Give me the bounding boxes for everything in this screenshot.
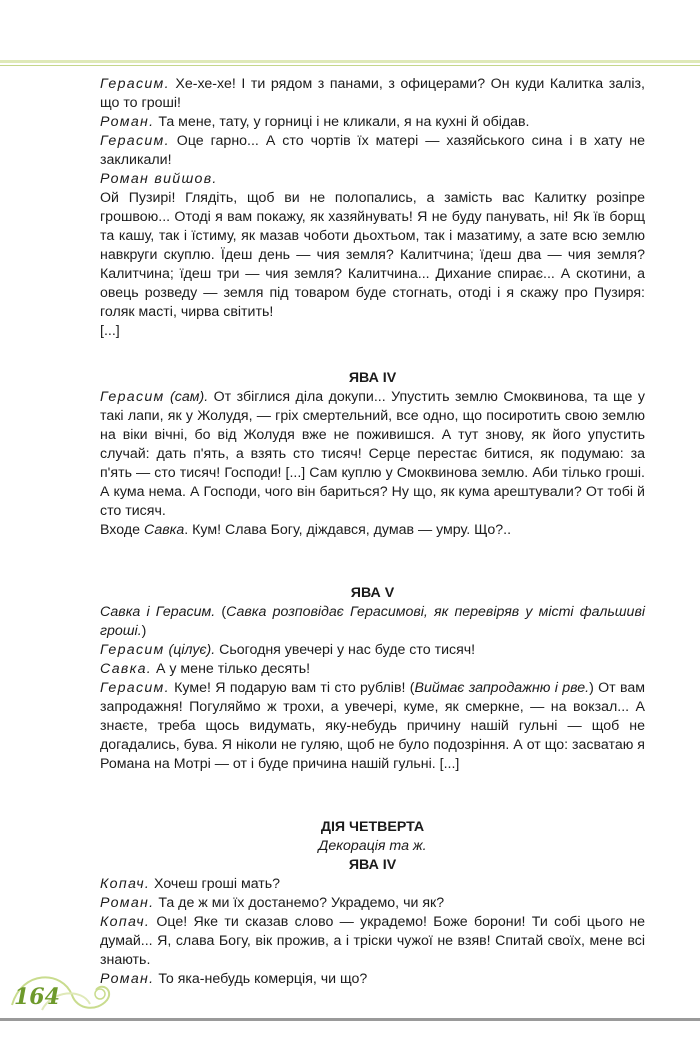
speaker: Герасим. — [100, 133, 170, 149]
scene-title: ЯВА IV — [348, 857, 397, 873]
scene-title: ЯВА IV — [348, 370, 397, 386]
dialogue-line: Копач. Хочеш гроші мать? — [100, 876, 281, 892]
dialogue-line: Роман. Та де ж ми їх достанемо? Украдемо, чи як? — [100, 895, 445, 911]
speaker: Роман. — [100, 971, 155, 987]
page-content — [100, 75, 645, 989]
scene-title: ЯВА V — [350, 585, 395, 601]
dialogue-line: Копач. Оце! Яке ти сказав слово — украдемо! Боже борони! Ти собі цього не думай... Я, слава Богу, вік прожив, а і тріски чужої не взяв! Спитай своїх, мене всі знають. — [100, 914, 645, 968]
decoration-note: Декорація та ж. — [318, 838, 427, 854]
speaker: Роман. — [100, 895, 155, 911]
dialogue-line: Герасим. Оце гарно... А сто чортів їх матері — хазяйського сина і в хату не закликали! — [100, 133, 645, 168]
speaker: Герасим. — [100, 76, 170, 92]
dialogue-line: Роман. Та мене, тату, у горниці і не кликали, я на кухні й обідав. — [100, 114, 530, 130]
ellipsis-mark: [...] — [100, 323, 120, 339]
monologue: Ой Пузирі! Глядіть, щоб ви не полопались, а замість вас Калитку розіпре грошвою... Отоді я вам покажу, як хазяйнувать! Я не буду панувать, ні! Як їв борщ та кашу, так і їстиму, як мазав чоботи дьохтьом, так і мазатиму, а зате всю землю навкруги скуплю. Їдеш день — чия земля? Калитчина; їдеш два — чия земля? Калитчина; їдеш три — чия земля? Калитчина... Дихание спирає... А скотини, а овець розведу — земля під товаром буде стогнать, отоді і я скажу про Пузиря: голяк масті, чирва світить! — [100, 190, 645, 320]
speaker: Герасим — [100, 642, 165, 658]
dialogue-line: Савка. А у мене тілько десять! — [100, 661, 311, 677]
dialogue-line: Герасим (сам). От збіглися діла докупи... Упустить землю Смоквинова, та ще у такі лапи, як у Жолудя, — гріх смертельний, все одно, що посиротить свою землю на віки вічні, бо від Жолудя вже не поживишся. А тут знову, як його упустить случай: дать п'ять, а взять сто тисяч! Серце перестає битися, як подумаю: за п'ять — сто тисяч! Господи! [...] Сам куплю у Смоквинова землю. Аби тілько гроші. А кума нема. А Господи, чого він бариться? Ну що, як кума арештували? От тобі й сто тисяч. — [100, 389, 646, 519]
speaker: Копач. — [100, 914, 151, 930]
stage-direction: Савка і Герасим. (Савка розповідає Герасимові, як перевіряв у місті фальшиві гроші.) — [100, 604, 646, 639]
speaker: Герасим. — [100, 680, 170, 696]
act-title: ДІЯ ЧЕТВЕРТА — [320, 819, 425, 835]
top-decorative-rule — [0, 60, 700, 70]
dialogue-line: Герасим. Куме! Я подарую вам ті сто рублів! (Виймає запродажню і рве.) От вам запродажня! Погуляймо ж трохи, а увечері, куме, як смеркне, — на вокзал... А знаєте, треба щось видумать, яку-небудь причину нашій гульні — щоб не догадались, бува. Я ніколи не гуляю, щоб не було подозріння. А от що: засватаю я Романа на Мотрі — от і буде причина нашій гульні. [...] — [100, 680, 645, 772]
speaker: Копач. — [100, 876, 151, 892]
bottom-rule — [0, 1018, 700, 1021]
dialogue-line: Герасим. Хе-хе-хе! І ти рядом з панами, з офицерами? Он куди Калитка заліз, що то гроші! — [100, 76, 645, 111]
speaker: Савка. — [100, 661, 153, 677]
dialogue-line: Роман. То яка-небудь комерція, чи що? — [100, 971, 368, 987]
dialogue-line: Входе Савка. Кум! Слава Богу, діждався, думав — умру. Що?.. — [100, 522, 512, 538]
dialogue-line: Герасим (цілує). Сьогодня увечері у нас буде сто тисяч! — [100, 642, 476, 658]
stage-direction: Роман вийшов. — [100, 171, 218, 187]
speaker: Герасим — [100, 389, 165, 405]
speaker: Роман. — [100, 114, 155, 130]
page-number: 164 — [14, 984, 60, 1010]
